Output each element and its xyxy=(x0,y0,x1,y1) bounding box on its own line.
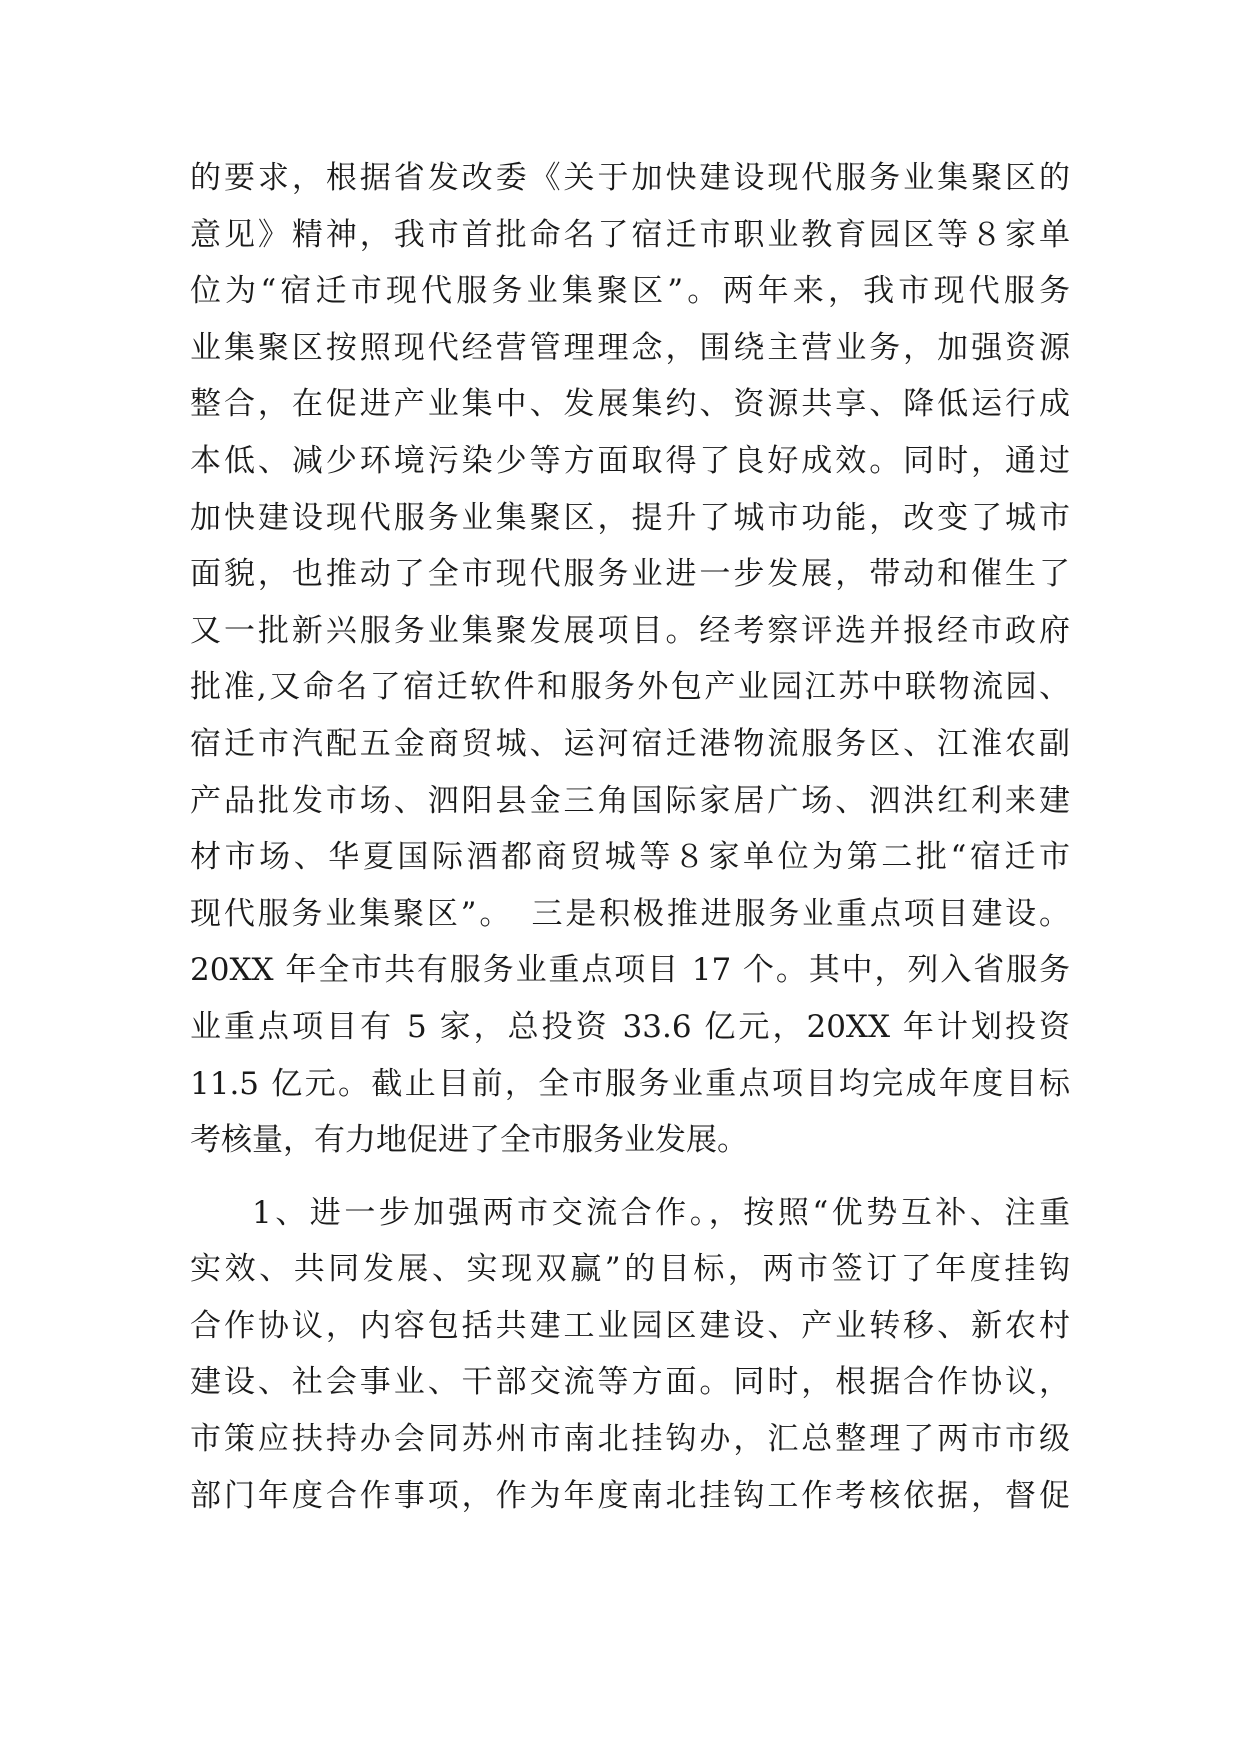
text-line: 市策应扶持办会同苏州市南北挂钩办，汇总整理了两市市级 xyxy=(190,1421,1070,1458)
text-line: 又一批新兴服务业集聚发展项目。经考察评选并报经市政府 xyxy=(190,612,1070,649)
text-line: 批准,又命名了宿迁软件和服务外包产业园江苏中联物流园、 xyxy=(190,669,1070,706)
text-line: 业集聚区按照现代经营管理理念，围绕主营业务，加强资源 xyxy=(190,329,1070,366)
paragraph-gap xyxy=(190,1169,1070,1185)
text-line: 本低、减少环境污染少等方面取得了良好成效。同时，通过 xyxy=(190,442,1070,479)
text-line: 面貌，也推动了全市现代服务业进一步发展，带动和催生了 xyxy=(190,556,1070,593)
text-line: 产品批发市场、泗阳县金三角国际家居广场、泗洪红利来建 xyxy=(190,782,1070,819)
text-line: 宿迁市汽配五金商贸城、运河宿迁港物流服务区、江淮农副 xyxy=(190,725,1070,762)
document-body xyxy=(190,150,1070,1524)
text-line: 的要求，根据省发改委《关于加快建设现代服务业集聚区的 xyxy=(190,160,1070,196)
text-line: 加快建设现代服务业集聚区，提升了城市功能，改变了城市 xyxy=(190,499,1070,536)
text-line: 合作协议，内容包括共建工业园区建设、产业转移、新农村 xyxy=(190,1307,1070,1344)
text-line: 业重点项目有 5 家，总投资 33.6 亿元，20XX 年计划投资 xyxy=(190,1008,1070,1045)
text-line: 1、进一步加强两市交流合作。，按照“优势互补、注重 xyxy=(252,1194,1070,1231)
text-line: 材市场、华夏国际酒都商贸城等８家单位为第二批“宿迁市 xyxy=(190,839,1070,876)
text-line: 考核量，有力地促进了全市服务业发展。 xyxy=(190,1122,748,1159)
text-line: 意见》精神，我市首批命名了宿迁市职业教育园区等８家单 xyxy=(190,216,1070,253)
text-line: 11.5 亿元。截止目前，全市服务业重点项目均完成年度目标 xyxy=(190,1065,1070,1102)
text-line: 实效、共同发展、实现双赢”的目标，两市签订了年度挂钩 xyxy=(190,1251,1070,1288)
text-line: 现代服务业集聚区”。 三是积极推进服务业重点项目建设。 xyxy=(190,895,1070,932)
text-line: 20XX 年全市共有服务业重点项目 17 个。其中，列入省服务 xyxy=(190,952,1070,989)
text-line: 位为“宿迁市现代服务业集聚区”。两年来，我市现代服务 xyxy=(190,273,1070,310)
text-line: 部门年度合作事项，作为年度南北挂钩工作考核依据，督促 xyxy=(190,1477,1070,1514)
text-line: 整合，在促进产业集中、发展集约、资源共享、降低运行成 xyxy=(190,386,1070,423)
text-line: 建设、社会事业、干部交流等方面。同时，根据合作协议， xyxy=(190,1364,1070,1401)
